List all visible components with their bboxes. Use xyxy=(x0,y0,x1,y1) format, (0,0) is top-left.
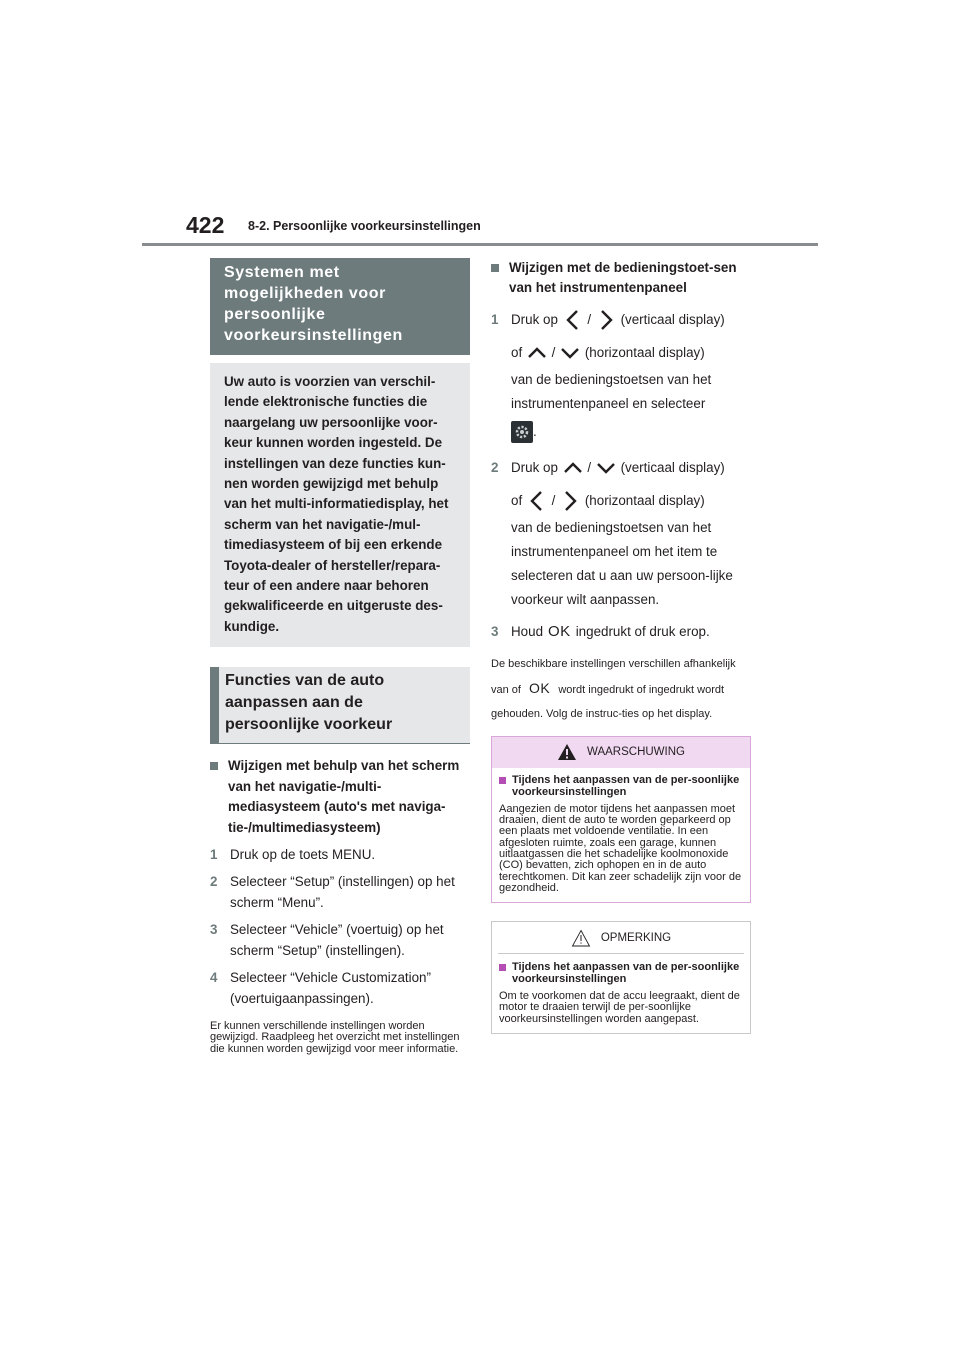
slash-text: / xyxy=(587,459,592,475)
note-text: De beschikbare instellingen verschillen afhankelijk van of xyxy=(491,657,736,696)
bullet-square-icon xyxy=(499,964,506,971)
step-text: of xyxy=(511,492,523,508)
bullet-heading-text: Wijzigen met behulp van het scherm van het navigatie-/multi-mediasysteem (auto's met naviga-tie-/multimediasysteem) xyxy=(228,758,460,835)
step-number: 4 xyxy=(210,969,218,985)
step-item xyxy=(210,871,470,913)
step-item xyxy=(210,844,470,865)
chevron-right-icon xyxy=(559,490,581,512)
step-text: (horizontaal display) xyxy=(584,344,705,360)
chevron-right-icon xyxy=(595,309,617,331)
step-text: . xyxy=(533,423,537,439)
bullet-heading-text: Wijzigen met de bedieningstoet-sen van het instrumentenpaneel xyxy=(509,260,737,296)
step-number: 3 xyxy=(210,921,218,937)
step-number: 3 xyxy=(491,623,499,639)
step-item xyxy=(210,919,470,961)
step-text: van de bedieningstoetsen van het instrumentenpaneel om het item te selecteren dat u aan uw persoon-lijke voorkeur wilt aanpassen. xyxy=(511,519,733,607)
subsection-title: Functies van de auto aanpassen aan de persoonlijke voorkeur xyxy=(210,667,470,744)
step-number: 1 xyxy=(491,311,499,327)
step-text: Druk op xyxy=(511,459,558,475)
chevron-down-icon xyxy=(595,457,617,479)
step-list xyxy=(210,844,470,1009)
step-text: Druk op xyxy=(511,311,558,327)
left-column xyxy=(210,258,470,1055)
slash-text: / xyxy=(551,492,556,508)
slash-text: / xyxy=(587,311,592,327)
header-rule xyxy=(142,243,818,246)
notice-subtitle xyxy=(499,961,743,985)
warning-subtitle xyxy=(499,774,743,798)
step-item xyxy=(210,967,470,1009)
step-text: (horizontaal display) xyxy=(584,492,705,508)
chevron-up-icon xyxy=(526,342,548,364)
note-text: wordt ingedrukt of ingedrukt wordt gehouden. Volg de instruc-ties op het display. xyxy=(491,683,725,720)
intro-text: Uw auto is voorzien van verschil-lende elektronische functies die naargelang uw persoonlijke voor-keur kunnen worden ingesteld. De instellingen van deze functies kun-nen worden gewijzigd met behulp van het multi-informatiedisplay, het scherm van het navigatie-/mul-timediasysteem of bij een erkende Toyota-dealer of hersteller/repara-teur of een andere naar behoren gekwalificeerde en uitgeruste des-kundige. xyxy=(210,363,470,647)
step-number: 2 xyxy=(210,873,218,889)
step-text: (verticaal display) xyxy=(620,459,725,475)
step-text: of xyxy=(511,344,523,360)
right-note xyxy=(491,652,751,726)
step-text: Houd xyxy=(511,623,544,639)
warning-text: Aangezien de motor tijdens het aanpassen moet draaien, dient de auto te worden geparkeerd op een plaats met voldoende ventilatie. In een afgesloten ruimte, zoals een garage, kunnen uitlaatgassen die het schadelijke koolmonoxide (CO) bevatten, zich ophopen en in de auto terechtkomen. Dit kan zeer schadelijk zijn voor de gezondheid. xyxy=(499,802,742,894)
step-text: ingedrukt of druk erop. xyxy=(575,623,710,639)
section-title: 8-2. Persoonlijke voorkeursinstellingen xyxy=(248,219,481,233)
notice-header xyxy=(498,922,744,954)
bullet-heading xyxy=(210,756,470,838)
warning-box xyxy=(491,736,751,903)
notice-subtitle-text: Tijdens het aanpassen van de per-soonlijke voorkeursinstellingen xyxy=(512,961,740,986)
chapter-title: Systemen met mogelijkheden voor persoonlijke voorkeursinstellingen xyxy=(210,258,470,355)
bullet-square-icon xyxy=(499,777,506,784)
gear-icon xyxy=(511,421,533,443)
chevron-left-icon xyxy=(562,309,584,331)
warning-triangle-icon xyxy=(557,743,577,761)
ok-button-icon: OK xyxy=(529,679,551,696)
bullet-square-icon xyxy=(491,264,499,272)
chevron-up-icon xyxy=(562,457,584,479)
right-column xyxy=(491,258,751,1034)
step-text: van de bedieningstoetsen van het instrumentenpaneel en selecteer xyxy=(511,371,712,411)
slash-text: / xyxy=(551,344,556,360)
warning-header xyxy=(492,737,750,768)
left-note: Er kunnen verschillende instellingen worden gewijzigd. Raadpleeg het overzicht met instellingen die kunnen worden gewijzigd voor meer informatie. xyxy=(210,1019,460,1055)
warning-title: WAARSCHUWING xyxy=(587,746,685,759)
step-number: 2 xyxy=(491,459,499,475)
notice-title: OPMERKING xyxy=(600,931,672,944)
step-item xyxy=(491,620,751,644)
step-text: Druk op de toets MENU. xyxy=(230,846,376,862)
step-item xyxy=(491,456,751,612)
step-number: 1 xyxy=(210,846,218,862)
step-text: Selecteer “Setup” (instellingen) op het scherm “Menu”. xyxy=(230,873,455,910)
notice-text: Om te voorkomen dat de accu leegraakt, dient de motor te draaien terwijl de per-soonlijke voorkeursinstellingen worden aangepast. xyxy=(499,990,740,1025)
bullet-square-icon xyxy=(210,762,218,770)
step-text: Selecteer “Vehicle Customization” (voertuigaanpassingen). xyxy=(230,969,431,1006)
step-list xyxy=(491,308,751,644)
step-text: Selecteer “Vehicle” (voertuig) op het scherm “Setup” (instellingen). xyxy=(230,921,444,958)
notice-box xyxy=(491,921,751,1034)
step-text: (verticaal display) xyxy=(620,311,725,327)
notice-triangle-icon xyxy=(571,929,591,947)
warning-subtitle-text: Tijdens het aanpassen van de per-soonlijke voorkeursinstellingen xyxy=(512,773,740,798)
step-item xyxy=(491,308,751,444)
chevron-down-icon xyxy=(559,342,581,364)
chevron-left-icon xyxy=(526,490,548,512)
bullet-heading xyxy=(491,258,751,299)
page-number: 422 xyxy=(186,212,225,238)
ok-button-icon: OK xyxy=(548,622,571,640)
